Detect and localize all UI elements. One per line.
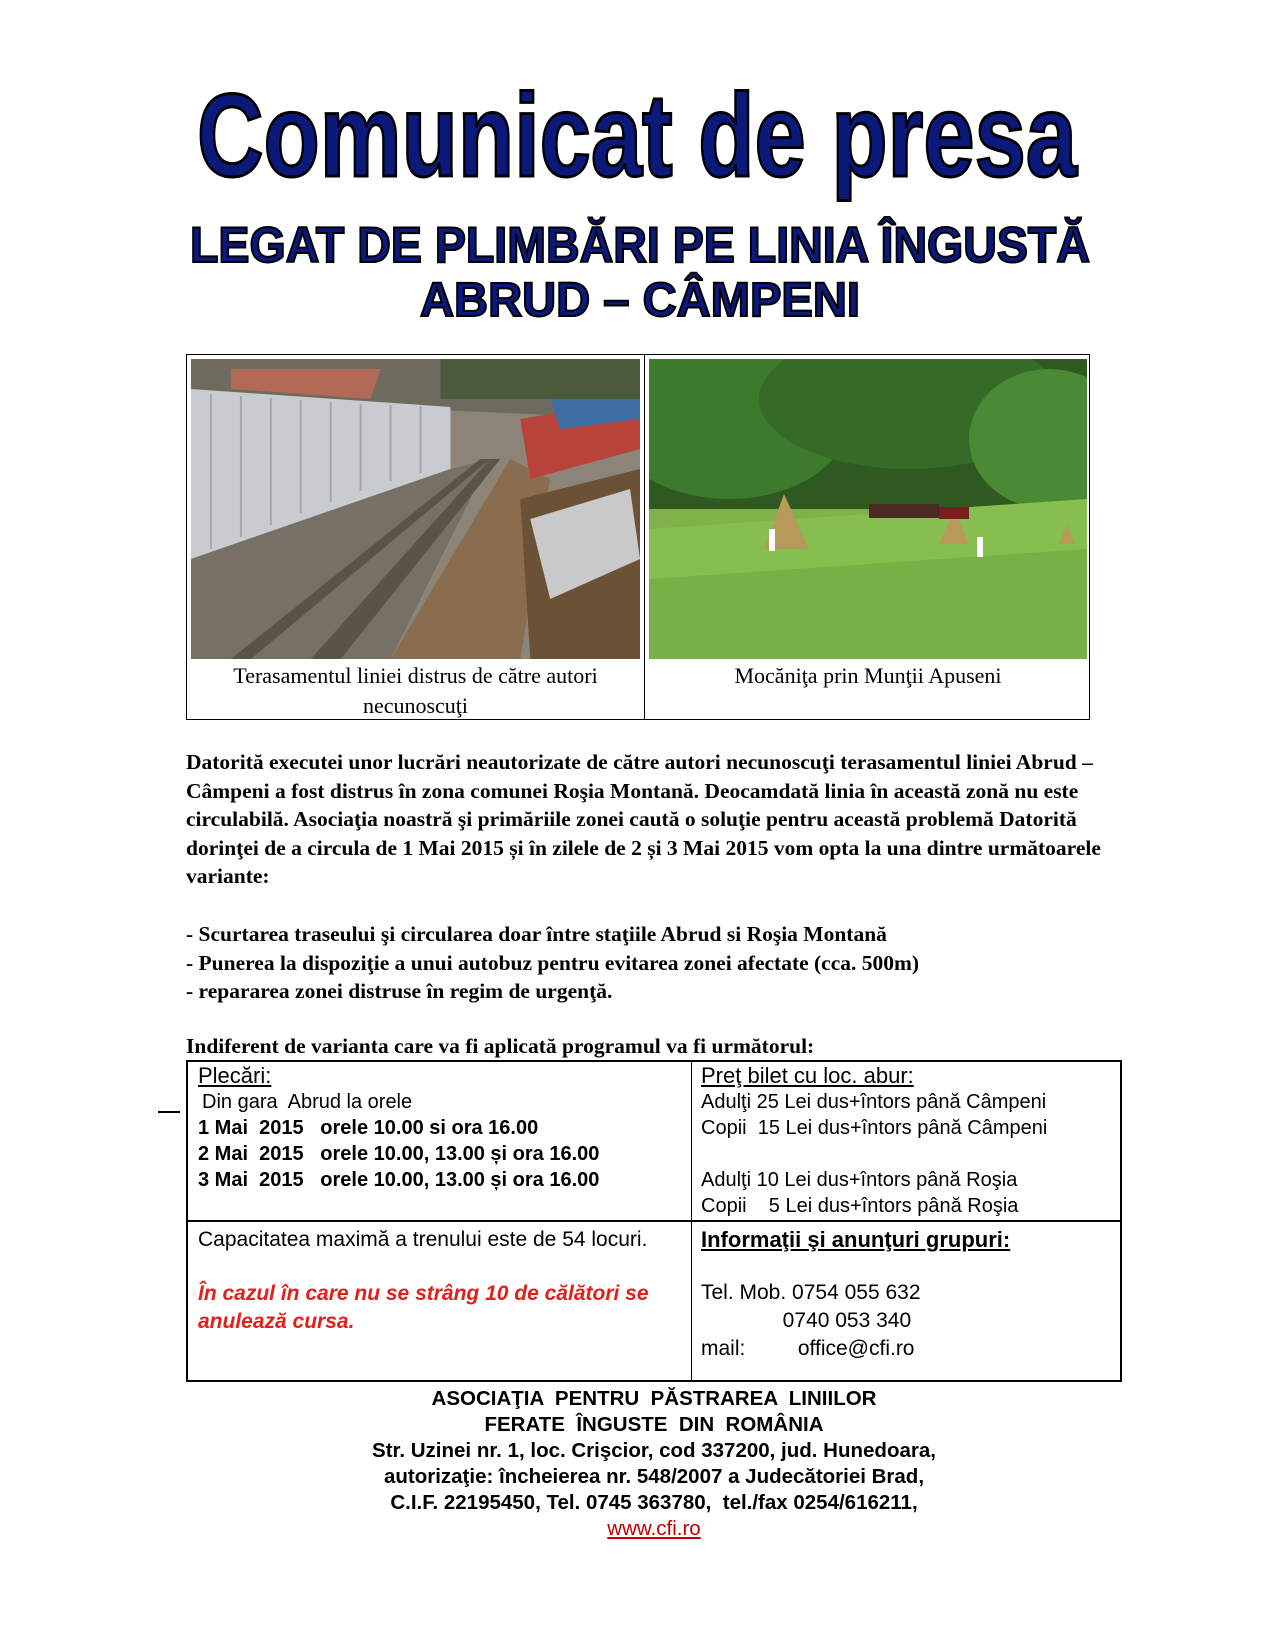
schedule-table <box>186 1060 1122 1382</box>
subtitle-line-2: ABRUD – CÂMPENI <box>420 274 869 327</box>
contact-cell <box>701 1226 1010 1363</box>
footer-line: FERATE ÎNGUSTE DIN ROMÂNIA <box>484 1413 824 1436</box>
options-list <box>186 920 1116 1006</box>
title-banner <box>0 0 1275 340</box>
departures-header: Plecări: <box>198 1063 272 1088</box>
list-item: - Punerea la dispoziţie a unui autobuz pentru evitarea zonei afectate (cca. 500m) <box>186 950 920 975</box>
photo-steam-train-meadow <box>649 359 1087 659</box>
list-item: - Scurtarea traseului şi circularea doar între staţiile Abrud si Roşia Montană <box>186 922 887 946</box>
photo-damaged-embankment <box>191 359 640 659</box>
website-link[interactable]: www.cfi.ro <box>607 1517 701 1540</box>
phone-line: 0740 053 340 <box>701 1309 912 1332</box>
photo-table <box>186 354 1090 720</box>
photo-caption-right: Mocăniţa prin Munţii Apuseni <box>734 663 1002 688</box>
info-header: Informaţii şi anunţuri grupuri: <box>701 1227 1011 1252</box>
schedule-intro: Indiferent de varianta care va fi aplicată programul va fi următorul: <box>186 1034 815 1058</box>
footer-line: C.I.F. 22195450, Tel. 0745 363780, tel./fax 0254/616211, <box>390 1491 918 1514</box>
price-row: Copii 5 Lei dus+întors până Roşia <box>701 1195 1019 1217</box>
departures-cell <box>198 1062 599 1193</box>
phone-line: Tel. Mob. 0754 055 632 <box>701 1281 921 1304</box>
list-item: - repararea zonei distruse în regim de urgenţă. <box>186 979 613 1003</box>
mail-line: mail: office@cfi.ro <box>701 1337 915 1360</box>
capacity-text: Capacitatea maximă a trenului este de 54 locuri. <box>198 1228 648 1251</box>
body-paragraph: Datorită executei unor lucrări neautorizate de către autori necunoscuţi terasamentul liniei Abrud – Câmpeni a fost distrus în zona comunei Roşia Montană. Deocamdată linia în această zonă nu este circulabilă. Asociaţia noastră şi primăriile zonei caută o soluţie pentru această problemă Datorită dorinţei de a circula de 1 Mai 2015 și în zilele de 2 și 3 Mai 2015 vom opta la una dintre următoarele variante: <box>186 750 1101 888</box>
table-divider-horizontal <box>188 1220 1120 1222</box>
departures-from: Din gara Abrud la orele <box>202 1091 413 1113</box>
cancellation-note: În cazul în care nu se strâng 10 de călători se anulează cursa. <box>198 1282 649 1333</box>
departure-row: 2 Mai 2015 orele 10.00, 13.00 și ora 16.00 <box>198 1143 600 1165</box>
photo-caption-left: Terasamentul liniei distrus de către autori necunoscuţi <box>233 663 598 718</box>
departure-row: 1 Mai 2015 orele 10.00 si ora 16.00 <box>198 1117 539 1139</box>
photo-cell-right <box>645 355 1091 719</box>
footer <box>186 1386 1122 1542</box>
margin-dash <box>158 1111 180 1113</box>
price-row: Copii 15 Lei dus+întors până Câmpeni <box>701 1117 1048 1139</box>
capacity-cell <box>198 1226 668 1336</box>
price-row: Adulţi 25 Lei dus+întors până Câmpeni <box>701 1091 1047 1113</box>
subtitle-line-1: LEGAT DE PLIMBĂRI PE LINIA ÎNGUSTĂ <box>190 217 1090 273</box>
price-row: Adulţi 10 Lei dus+întors până Roşia <box>701 1169 1018 1191</box>
price-cell <box>701 1062 1047 1219</box>
departure-row: 3 Mai 2015 orele 10.00, 13.00 și ora 16.00 <box>198 1169 600 1191</box>
footer-line: Str. Uzinei nr. 1, loc. Crişcior, cod 337200, jud. Hunedoara, <box>372 1439 936 1462</box>
price-header: Preţ bilet cu loc. abur: <box>701 1063 914 1088</box>
price-row <box>701 1141 1047 1167</box>
footer-line: ASOCIAŢIA PENTRU PĂSTRAREA LINIILOR <box>431 1387 877 1410</box>
photo-cell-left <box>187 355 645 719</box>
footer-line: autorizaţie: încheierea nr. 548/2007 a Judecătoriei Brad, <box>383 1465 925 1488</box>
page-title: Comunicat de presa <box>197 70 1079 202</box>
